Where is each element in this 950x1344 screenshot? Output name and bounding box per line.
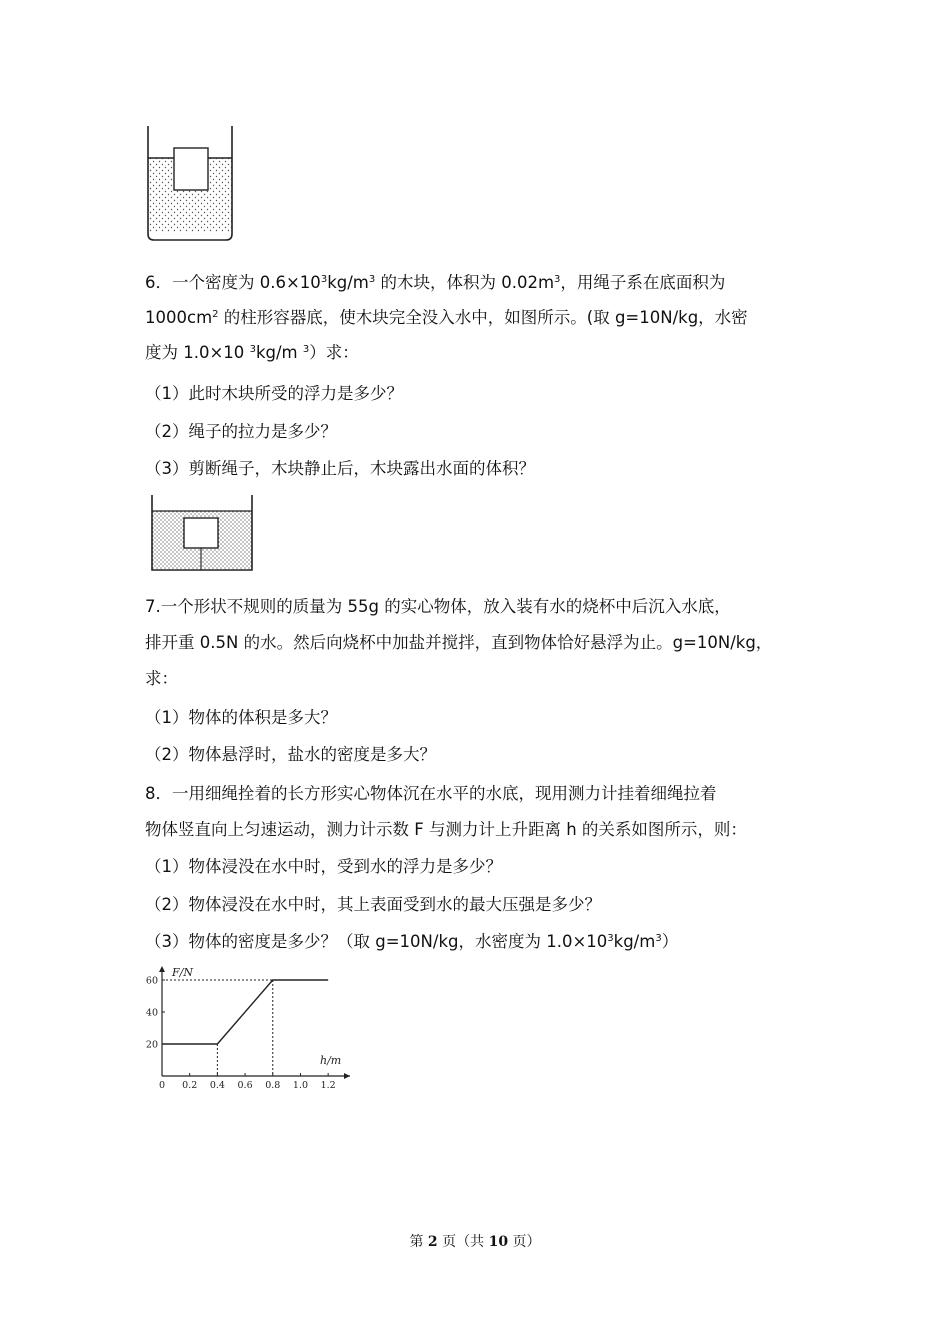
x-tick-label: 1.2	[320, 1080, 336, 1091]
x-tick-label: 0.8	[265, 1080, 281, 1091]
q6-line1: 6．一个密度为 $0.6\times 10^3kg/m^3$ 的木块，体积为 $0.02m^3$，用绳子系在底面积为	[145, 273, 726, 292]
wood-block	[184, 518, 218, 548]
x-tick-label: 0	[158, 1080, 166, 1091]
current-page: 2	[427, 1234, 438, 1250]
x-tick-label: 1.0	[292, 1080, 309, 1091]
q6-sub3: （3）剪断绳子，木块静止后，木块露出水面的体积？	[145, 459, 535, 478]
q8-sub1: （1）物体浸没在水中时，受到水的浮力是多少？	[145, 857, 502, 876]
q6-sub2: （2）绳子的拉力是多少？	[145, 422, 337, 441]
q7-line2: 排开重 0.5N 的水。然后向烧杯中加盐并搅拌，直到物体恰好悬浮为止。g=10N/kg，	[145, 633, 773, 652]
q7-line1: 7.一个形状不规则的质量为 55g 的实心物体，放入装有水的烧杯中后沉入水底，	[145, 597, 731, 616]
q8-line1: 8．一用细绳拴着的长方形实心物体沉在水平的水底，现用测力计挂着细绳拉着	[145, 784, 717, 803]
y-tick-label: 40	[145, 1007, 158, 1019]
page-footer: 第 2 页（共 10 页）	[409, 1234, 541, 1250]
q7-sub1: （1）物体的体积是多大？	[145, 708, 337, 727]
x-axis-label: h/m	[320, 1054, 342, 1067]
y-tick-label: 60	[145, 975, 158, 987]
q8-sub2: （2）物体浸没在水中时，其上表面受到水的最大压强是多少？	[145, 895, 601, 914]
y-tick-label: 20	[145, 1039, 158, 1051]
q7-line3: 求：	[145, 669, 178, 688]
figure-floating-block	[140, 124, 240, 244]
x-tick-label: 0.6	[237, 1080, 253, 1091]
q8-line2: 物体竖直向上匀速运动，测力计示数 F 与测力计上升距离 h 的关系如图所示，则：	[145, 820, 747, 839]
figure-tied-block	[146, 493, 258, 573]
wood-block	[174, 148, 208, 190]
total-pages: 10	[488, 1234, 509, 1250]
q6-sub1: （1）此时木块所受的浮力是多少？	[145, 384, 403, 403]
y-axis-label: F/N	[172, 966, 193, 979]
force-distance-chart	[140, 962, 360, 1096]
q6-line2: $1000cm^2$ 的柱形容器底，使木块完全没入水中，如图所示。(取 g=10N/kg，水密	[145, 308, 748, 327]
series-line	[162, 980, 328, 1044]
x-tick-label: 0.4	[209, 1080, 225, 1091]
q7-sub2: （2）物体悬浮时，盐水的密度是多大？	[145, 745, 436, 764]
x-tick-label: 0.2	[182, 1080, 198, 1091]
q8-sub3: （3）物体的密度是多少？（取 g=10N/kg，水密度为 $1.0\times 10^3kg/m^3$）	[145, 932, 679, 951]
y-axis-arrow	[159, 966, 165, 972]
q6-line3: 度为 1.0×10 $^3$kg/m $^3$）求：	[145, 343, 359, 362]
x-axis-arrow	[344, 1073, 350, 1079]
